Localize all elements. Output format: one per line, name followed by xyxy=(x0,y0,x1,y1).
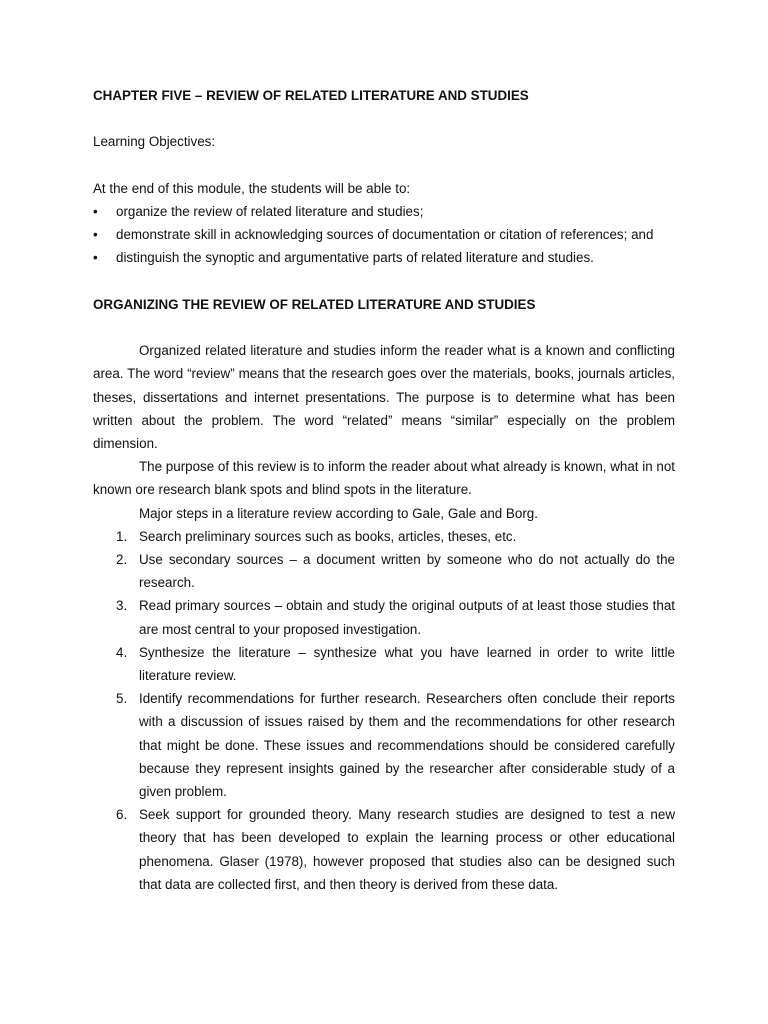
step-text: Seek support for grounded theory. Many research studies are designed to test a new theory that has been developed to explain the learning process or other educational phenomena. Glaser (1978), however proposed that studies also can be designed such that data are collected first, and then theory is derived from these data. xyxy=(139,807,675,892)
document-page xyxy=(93,84,675,896)
list-item xyxy=(93,687,675,803)
list-item xyxy=(93,641,675,687)
steps-list xyxy=(93,525,675,896)
objectives-intro: At the end of this module, the students will be able to: xyxy=(93,180,411,196)
list-item xyxy=(93,525,675,548)
bullet-icon: • xyxy=(93,227,98,243)
list-item xyxy=(93,223,675,246)
paragraph: The purpose of this review is to inform the reader about what already is known, what in not known ore research blank spots and blind spots in the literature. xyxy=(93,459,675,498)
section-title: ORGANIZING THE REVIEW OF RELATED LITERATURE AND STUDIES xyxy=(93,296,536,312)
step-text: Search preliminary sources such as books, articles, theses, etc. xyxy=(139,528,517,544)
bullet-icon: • xyxy=(93,250,98,266)
spacer xyxy=(93,107,675,130)
step-number: 5. xyxy=(116,691,128,707)
step-number: 2. xyxy=(116,552,128,567)
list-item xyxy=(93,200,675,223)
objective-text: demonstrate skill in acknowledging sources of documentation or citation of references; and xyxy=(116,227,654,243)
step-text: Synthesize the literature – synthesize what you have learned in order to write little literature review. xyxy=(139,644,675,684)
learning-objectives-label: Learning Objectives: xyxy=(93,134,216,150)
list-item xyxy=(93,548,675,594)
list-item xyxy=(93,594,675,640)
list-item xyxy=(93,246,675,269)
objectives-list xyxy=(93,200,675,270)
step-number: 4. xyxy=(116,644,128,660)
objective-text: distinguish the synoptic and argumentative parts of related literature and studies. xyxy=(116,250,594,266)
step-number: 1. xyxy=(116,528,128,544)
spacer xyxy=(93,316,675,339)
steps-intro: Major steps in a literature review according to Gale, Gale and Borg. xyxy=(139,505,538,521)
step-number: 6. xyxy=(116,807,128,823)
bullet-icon: • xyxy=(93,203,98,219)
spacer xyxy=(93,270,675,293)
chapter-title: CHAPTER FIVE – REVIEW OF RELATED LITERATURE AND STUDIES xyxy=(93,88,529,103)
paragraph: Organized related literature and studies inform the reader what is a known and conflicting area. The word “review” means that the research goes over the materials, books, journals articles, theses, dissertations and internet presentations. The purpose is to determine what has been written about the problem. The word “related” means “similar” especially on the problem dimension. xyxy=(93,343,675,451)
list-item xyxy=(93,803,675,896)
step-text: Use secondary sources – a document written by someone who do not actually do the research. xyxy=(139,552,675,591)
step-text: Read primary sources – obtain and study the original outputs of at least those studies that are most central to your proposed investigation. xyxy=(139,598,675,637)
spacer xyxy=(93,154,675,177)
step-number: 3. xyxy=(116,598,128,614)
objective-text: organize the review of related literature and studies; xyxy=(116,203,424,219)
step-text: Identify recommendations for further research. Researchers often conclude their reports with a discussion of issues raised by them and the recommendations for other research that might be done. These issues and recommendations should be considered carefully because they represent insights gained by the researcher after considerable study of a given problem. xyxy=(139,691,675,800)
